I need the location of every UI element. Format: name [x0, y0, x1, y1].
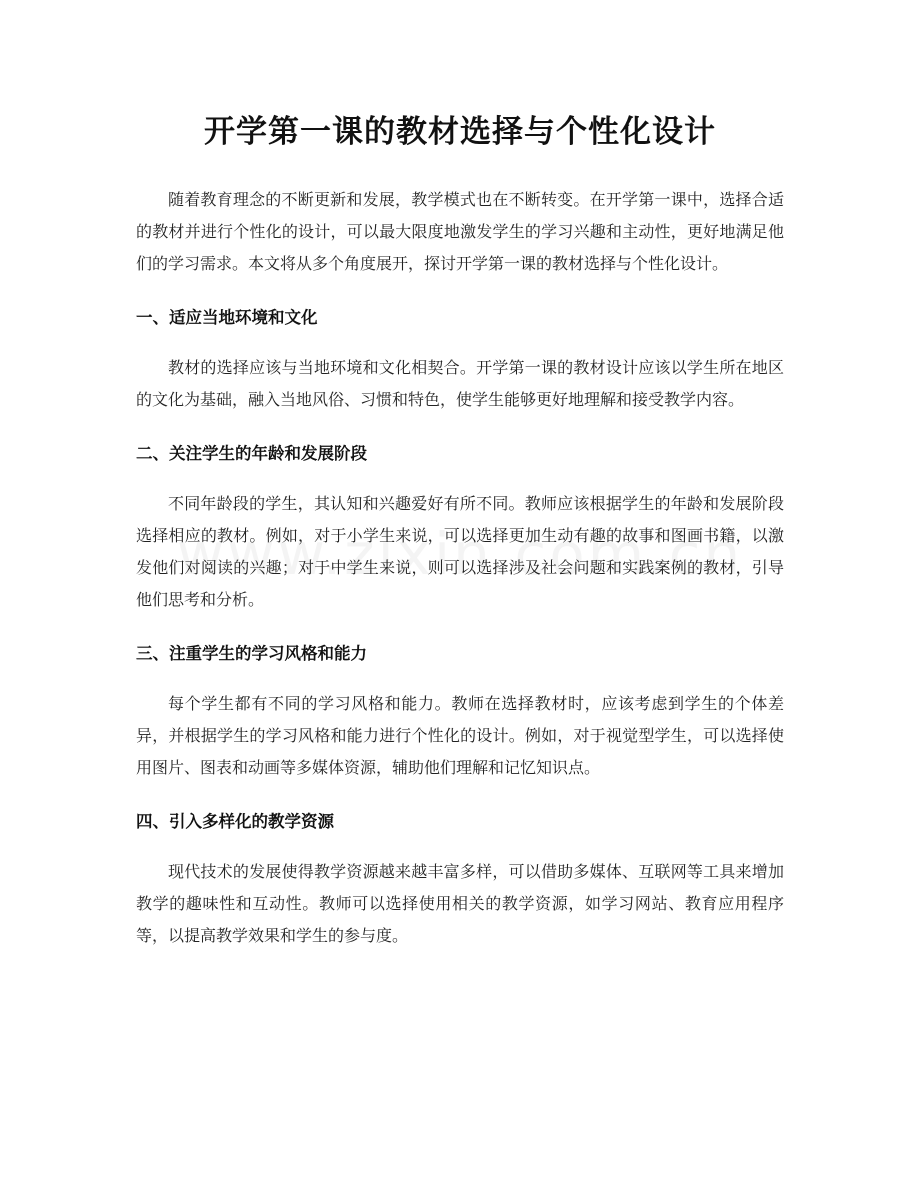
- section-paragraph-4: 现代技术的发展使得教学资源越来越丰富多样，可以借助多媒体、互联网等工具来增加教学的趣味性和互动性。教师可以选择使用相关的教学资源，如学习网站、教育应用程序等，以提高教学效果和学生的参与度。: [136, 862, 784, 945]
- section-heading-2: 二、关注学生的年龄和发展阶段: [136, 444, 367, 463]
- section-heading-4: 四、引入多样化的教学资源: [136, 812, 334, 831]
- section-heading-3: 三、注重学生的学习风格和能力: [136, 644, 367, 663]
- page-title: 开学第一课的教材选择与个性化设计: [204, 114, 716, 150]
- document-body: [136, 184, 784, 952]
- intro-paragraph: 随着教育理念的不断更新和发展，教学模式也在不断转变。在开学第一课中，选择合适的教材并进行个性化的设计，可以最大限度地激发学生的学习兴趣和主动性，更好地满足他们的学习需求。本文将从多个角度展开，探讨开学第一课的教材选择与个性化设计。: [136, 190, 784, 273]
- section-paragraph-2: 不同年龄段的学生，其认知和兴趣爱好有所不同。教师应该根据学生的年龄和发展阶段选择相应的教材。例如，对于小学生来说，可以选择更加生动有趣的故事和图画书籍，以激发他们对阅读的兴趣；对于中学生来说，则可以选择涉及社会问题和实践案例的教材，引导他们思考和分析。: [136, 494, 784, 609]
- section-paragraph-3: 每个学生都有不同的学习风格和能力。教师在选择教材时，应该考虑到学生的个体差异，并根据学生的学习风格和能力进行个性化的设计。例如，对于视觉型学生，可以选择使用图片、图表和动画等多媒体资源，辅助他们理解和记忆知识点。: [136, 694, 784, 777]
- section-paragraph-1: 教材的选择应该与当地环境和文化相契合。开学第一课的教材设计应该以学生所在地区的文化为基础，融入当地风俗、习惯和特色，使学生能够更好地理解和接受教学内容。: [136, 358, 784, 409]
- section-heading-1: 一、适应当地环境和文化: [136, 308, 318, 327]
